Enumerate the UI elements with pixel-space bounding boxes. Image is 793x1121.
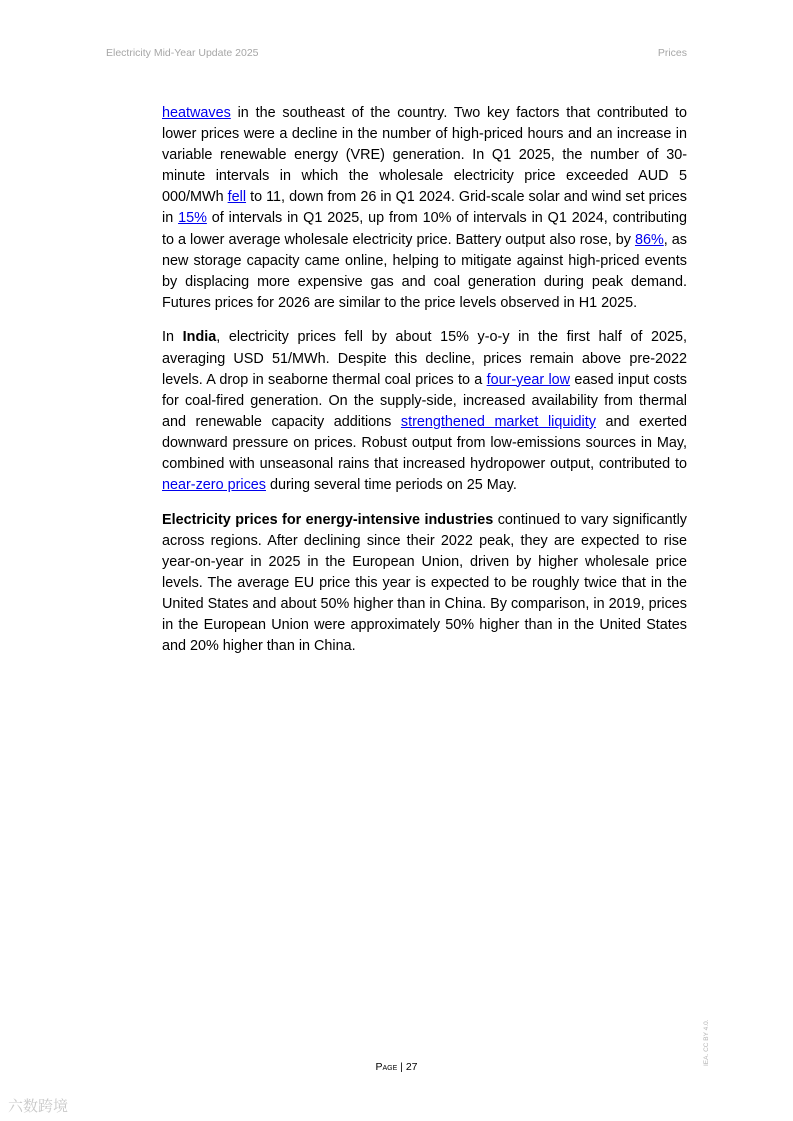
link-fell[interactable]: fell bbox=[227, 189, 247, 206]
page-label: Page bbox=[375, 1061, 398, 1073]
page-number: 27 bbox=[405, 1061, 418, 1073]
para2-text-2: eased input costs for coal-fired generation. On the supply-side, increased availability from thermal and renewable capacity additions bbox=[162, 371, 687, 430]
para2-text-0: In bbox=[162, 329, 183, 346]
paragraph-industry bbox=[162, 510, 687, 658]
watermark-logo: 六数跨境 bbox=[8, 1097, 69, 1115]
page-separator: | bbox=[397, 1061, 406, 1073]
bold-india: India bbox=[182, 329, 217, 346]
link-86-percent[interactable]: 86% bbox=[634, 231, 664, 248]
paragraph-india bbox=[162, 327, 687, 496]
link-heatwaves[interactable]: heatwaves bbox=[162, 105, 231, 121]
link-market-liquidity[interactable]: strengthened market liquidity bbox=[400, 413, 596, 430]
para2-text-1: , electricity prices fell by about 15% y-o-y in the first half of 2025, averaging USD 51/MWh. Despite this decline, prices remain above pre-2022 levels. A drop in seaborne thermal coal prices to a bbox=[162, 329, 688, 388]
paragraph-australia bbox=[162, 103, 687, 314]
para1-text-3: of intervals in Q1 2025, up from 10% of intervals in Q1 2024, contributing to a lower average wholesale electricity price. Battery output also rose, by bbox=[162, 210, 687, 248]
link-four-year-low[interactable]: four-year low bbox=[486, 371, 571, 388]
page-footer bbox=[0, 1061, 793, 1073]
para1-text-4: , as new storage capacity came online, helping to mitigate against high-priced events by displacing more expensive gas and coal generation during peak demand. Futures prices for 2026 are similar to the price levels observed in H1 2025. bbox=[162, 231, 687, 311]
running-header-title: Electricity Mid-Year Update 2025 bbox=[106, 47, 259, 59]
running-header-section: Prices bbox=[657, 47, 687, 59]
link-near-zero-prices[interactable]: near-zero prices bbox=[162, 477, 266, 494]
para2-text-4: during several time periods on 25 May. bbox=[265, 477, 517, 494]
license-note: IEA. CC BY 4.0. bbox=[703, 1019, 710, 1066]
para2-text-3: and exerted downward pressure on prices. Robust output from low-emissions sources in May, combined with unseasonal rains that increased hydropower output, contributed to bbox=[162, 413, 687, 472]
bold-industry-lead: Electricity prices for energy-intensive industries bbox=[162, 511, 494, 528]
para3-text-1: continued to vary significantly across regions. After declining since their 2022 peak, they are expected to rise year-on-year in 2025 in the European Union, driven by higher wholesale price levels. The average EU price this year is expected to be roughly twice that in the United States and about 50% higher than in China. By comparison, in 2019, prices in the European Union were approximately 50% higher than in the United States and 20% higher than in China. bbox=[162, 511, 687, 655]
para1-text-2: to 11, down from 26 in Q1 2024. Grid-scale solar and wind set prices in bbox=[162, 189, 687, 227]
link-15-percent[interactable]: 15% bbox=[178, 210, 207, 227]
para1-text-1: in the southeast of the country. Two key factors that contributed to lower prices were a decline in the number of high-priced hours and an increase in variable renewable energy (VRE) generation. In Q1 2025, the number of 30-minute intervals in which the wholesale electricity price exceeded AUD 5 000/MWh bbox=[162, 105, 687, 206]
body-text bbox=[162, 103, 687, 671]
